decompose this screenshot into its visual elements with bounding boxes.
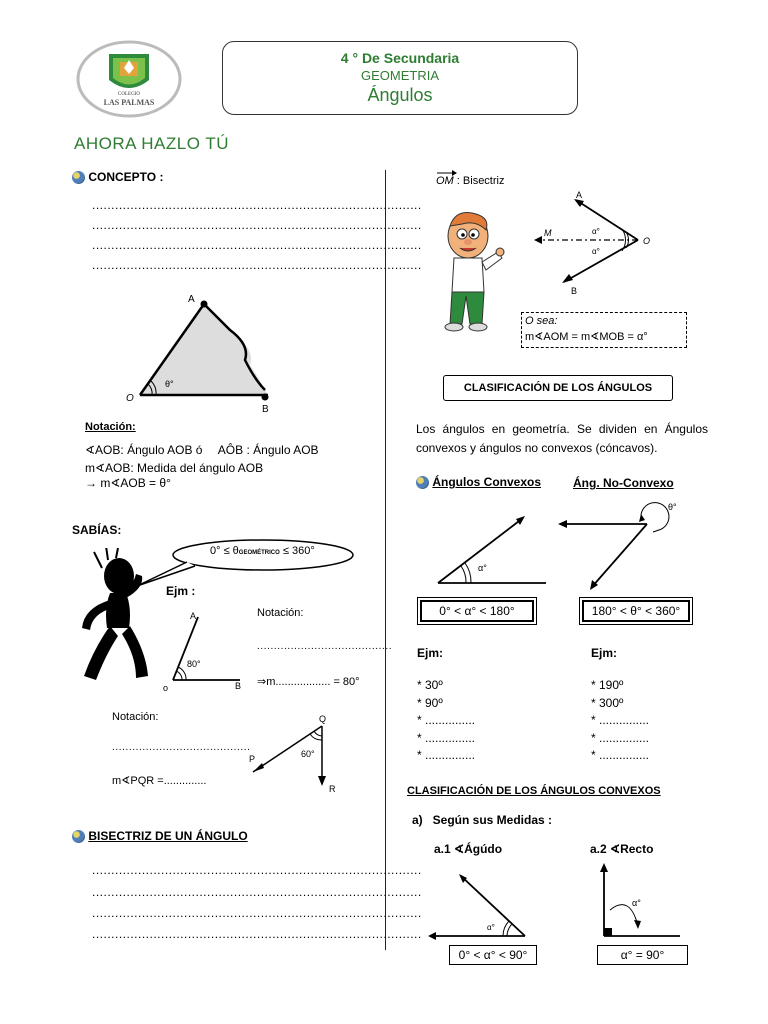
angle-80-figure — [160, 605, 255, 697]
bisectriz-line: ...................................................................................... — [92, 863, 422, 877]
bisectriz-line: ...................................................................................... — [92, 906, 422, 920]
vertex-a-label: A — [576, 190, 583, 200]
vertex-p-label: P — [249, 754, 256, 764]
ejm-left-item: * 90º — [417, 695, 443, 710]
title-box — [222, 41, 578, 115]
notacion-2-dots: ......................................... — [112, 742, 251, 753]
vertex-b-label: B — [571, 286, 578, 296]
convexo-range-box: 0° < α° < 180° — [420, 600, 534, 622]
bubble-text-sub: GEOMÉTRICO — [238, 550, 280, 556]
notacion-line-1 — [85, 443, 319, 457]
concepto-heading — [72, 170, 163, 184]
sabias-label: SABÍAS: — [72, 523, 122, 537]
bisectriz-line: ...................................................................................... — [92, 927, 422, 941]
globe-bullet-icon — [416, 476, 429, 489]
notacion-2-label: Notación: — [112, 711, 159, 723]
bisectriz-heading — [72, 829, 248, 843]
logo-sub: COLEGIO — [118, 92, 140, 97]
osea-line-1: O sea: — [525, 315, 558, 327]
clasif-intro: Los ángulos en geometría. Se dividen en Ángulos convexos y ángulos no convexos (cóncavos). — [416, 422, 708, 455]
vertex-a-label: A — [188, 294, 195, 305]
vertex-o-label: O — [126, 393, 134, 404]
angle-pqr-figure — [245, 712, 345, 797]
ejm-left-title: Ejm: — [417, 646, 444, 660]
bisectriz-line: ...................................................................................... — [92, 885, 422, 899]
osea-line-2: m∢AOM = m∢MOB = α° — [525, 331, 648, 343]
om-bisectriz — [436, 175, 504, 187]
clasif-convexos-title: CLASIFICACIÓN DE LOS ÁNGULOS CONVEXOS — [407, 785, 661, 797]
noconvexo-range-box: 180° < θ° < 360° — [582, 600, 690, 622]
acute-angle-figure — [425, 870, 555, 940]
vertex-o-label: O — [643, 236, 651, 246]
angle-60-label: 60° — [301, 749, 315, 759]
theta-label: θ° — [165, 379, 174, 389]
noconvexo-label: Áng. No-Convexo — [573, 476, 674, 490]
bisector-figure — [530, 188, 660, 298]
notacion-line-3: → m∢AOB = θ° — [85, 476, 171, 490]
grade-label: 4 ° De Secundaria — [340, 50, 460, 66]
concepto-line: ...................................................................................... — [92, 238, 422, 252]
ejm-left-item: * 30º — [417, 678, 443, 692]
clasif-title-box: CLASIFICACIÓN DE LOS ÁNGULOS — [443, 375, 673, 401]
ejm-right-item: * 190º — [591, 678, 624, 692]
logo-text: LAS PALMAS — [103, 98, 155, 107]
vertex-b-label: B — [235, 681, 242, 691]
ejm-label: Ejm : — [166, 584, 196, 598]
vertex-m-label: M — [544, 228, 552, 238]
concepto-line: ...................................................................................... — [92, 198, 422, 212]
mpqr-label: m∢PQR =.............. — [112, 775, 207, 787]
convexos-heading — [416, 475, 541, 489]
vertex-a-label: A — [190, 611, 197, 621]
notacion-1-result: ⇒m.................. = 80° — [257, 676, 360, 688]
ejm-right-item: * ............... — [591, 748, 650, 762]
segun-medidas: a) Según sus Medidas : — [412, 813, 553, 827]
recto-range-box: α° = 90° — [597, 945, 688, 965]
alpha-upper-label: α° — [592, 227, 600, 236]
vertex-q-label: Q — [319, 714, 327, 724]
cartoon-teacher-icon — [436, 206, 508, 334]
nonconvex-angle-figure — [555, 498, 690, 598]
om-vector — [436, 175, 454, 187]
ejm-left-item: * ............... — [417, 713, 476, 727]
globe-bullet-icon — [72, 171, 85, 184]
ejm-right-list — [591, 677, 649, 765]
notacion-1-label: Notación: — [257, 607, 304, 619]
school-logo — [76, 40, 182, 118]
alpha-label: α° — [632, 898, 641, 908]
topic-label: Ángulos — [367, 85, 433, 105]
osea-box — [521, 312, 687, 348]
notacion-line-1c: : Ángulo AOB — [246, 443, 319, 457]
bubble-text-a: 0° ≤ θ — [210, 545, 239, 557]
notacion-line-1b: AÔB — [217, 443, 244, 457]
thinking-figure-icon — [74, 548, 164, 686]
bisectriz-label: BISECTRIZ DE UN ÁNGULO — [88, 829, 248, 843]
vertex-r-label: R — [329, 784, 336, 794]
ejm-left-list — [417, 677, 475, 765]
concepto-line: ...................................................................................... — [92, 218, 422, 232]
alpha-label: α° — [478, 563, 487, 573]
notacion-title: Notación: — [85, 421, 136, 433]
alpha-label: α° — [487, 923, 495, 932]
right-angle-figure — [590, 860, 685, 940]
ejm-right-item: * 300º — [591, 695, 624, 710]
vertex-b-label: B — [262, 404, 269, 415]
globe-bullet-icon — [72, 830, 85, 843]
om-text: : Bisectriz — [456, 175, 505, 187]
convex-angle-figure — [428, 508, 553, 593]
angle-80-label: 80° — [187, 659, 201, 669]
agudo-range-box: 0° < α° < 90° — [449, 945, 537, 965]
notacion-1-dots: ........................................ — [257, 641, 393, 652]
subject-label: GEOMETRIA — [360, 68, 439, 83]
bubble-text — [210, 545, 315, 557]
notacion-line-1a: ∢AOB: Ángulo AOB ó — [85, 443, 203, 457]
ejm-right-item: * ............... — [591, 713, 650, 727]
ejm-right-item: * ............... — [591, 730, 650, 745]
theta-label: θ° — [668, 502, 677, 512]
alpha-lower-label: α° — [592, 247, 600, 256]
concepto-label: CONCEPTO : — [88, 170, 164, 184]
om-label: OM — [436, 175, 454, 187]
agudo-label: a.1 ∢Ágúdo — [434, 842, 503, 856]
concepto-line: ...................................................................................... — [92, 258, 422, 272]
section-title: AHORA HAZLO TÚ — [74, 134, 229, 153]
bubble-text-end: ≤ 360° — [282, 545, 315, 557]
ejm-left-item: * ............... — [417, 730, 476, 745]
notacion-line-2: m∢AOB: Medida del ángulo AOB — [85, 461, 264, 475]
ejm-right-title: Ejm: — [591, 646, 618, 660]
recto-label: a.2 ∢Recto — [590, 842, 654, 856]
vertex-o-label: o — [163, 683, 169, 693]
ejm-left-item: * ............... — [417, 748, 476, 762]
convexos-label: Ángulos Convexos — [432, 475, 542, 489]
column-divider — [385, 170, 386, 950]
angle-aob-figure — [120, 290, 285, 415]
